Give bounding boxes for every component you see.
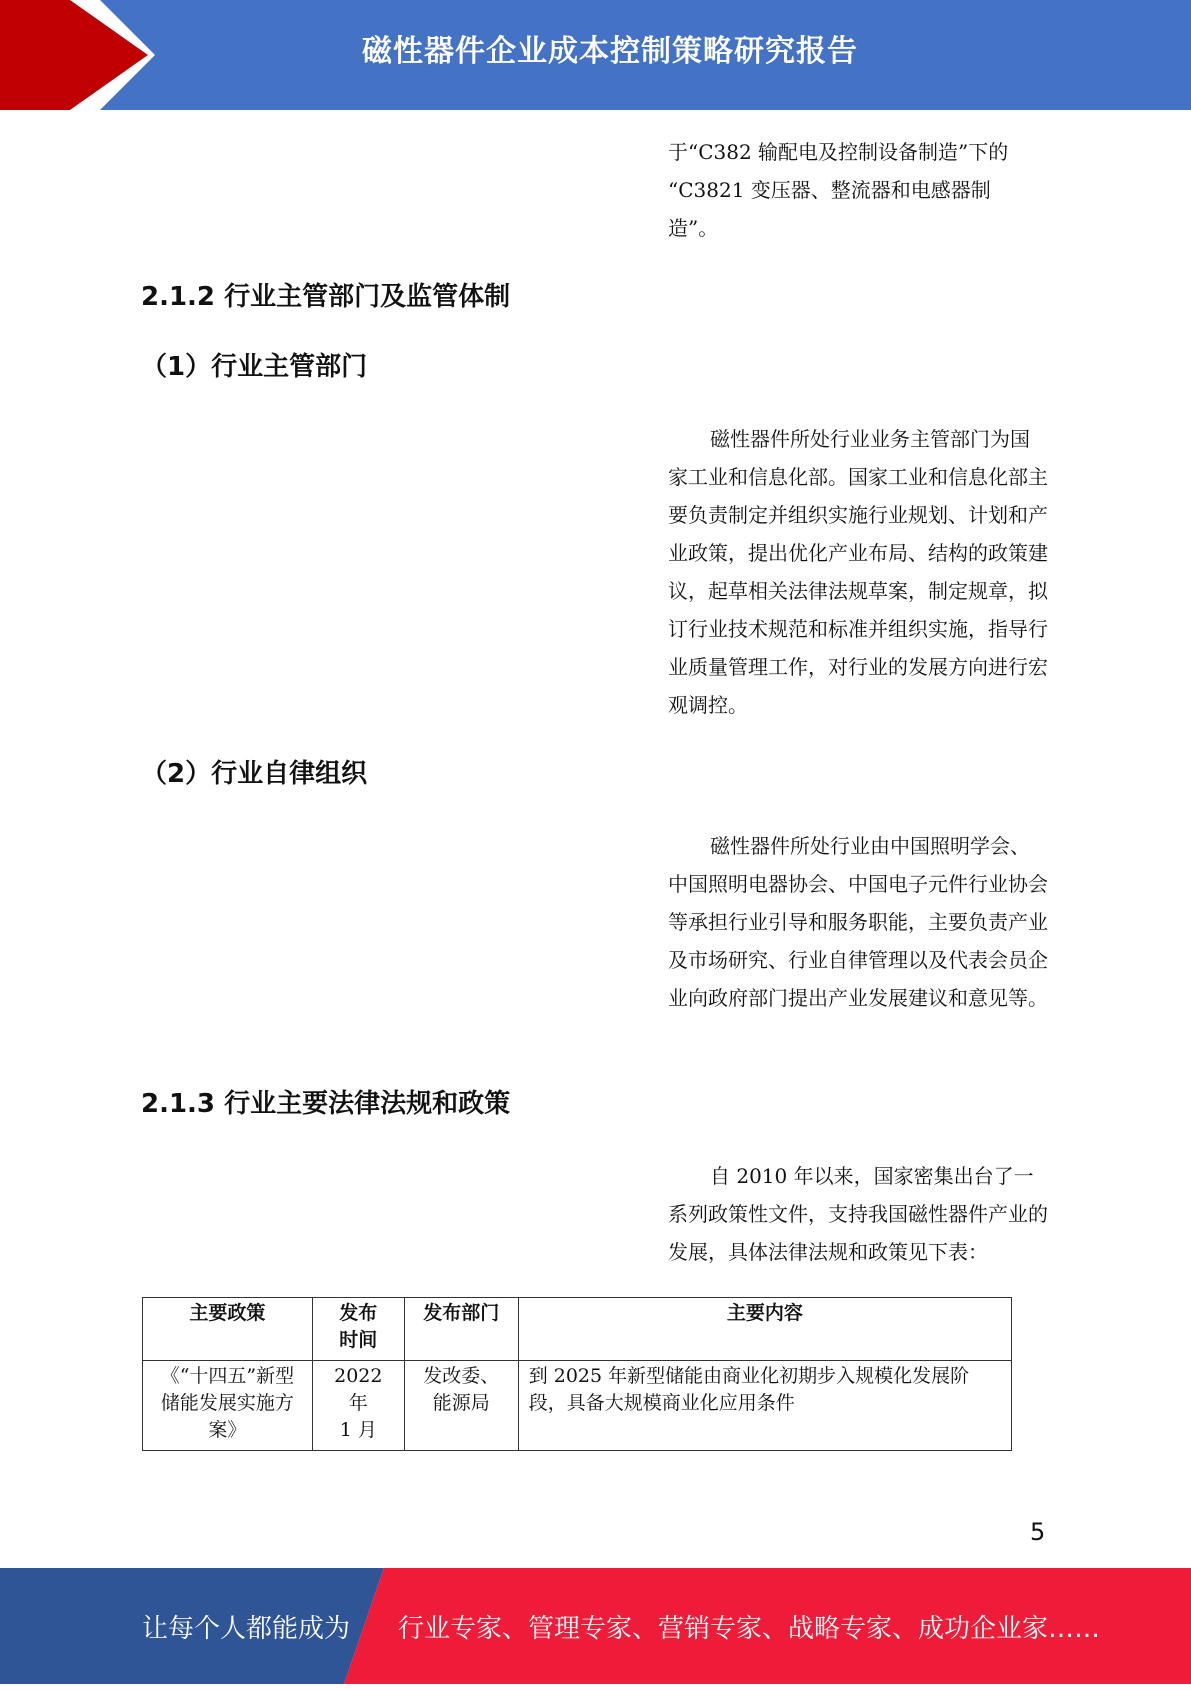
report-title: 磁性器件企业成本控制策略研究报告 xyxy=(362,34,858,69)
paragraph-policies-intro: 自 2010 年以来，国家密集出台了一系列政策性文件，支持我国磁性器件产业的发展，具体法律法规和政策见下表： xyxy=(668,1164,1048,1264)
header-policy: 主要政策 xyxy=(143,1298,313,1361)
paragraph-self-regulatory-org: 磁性器件所处行业由中国照明学会、中国照明电器协会、中国电子元件行业协会等承担行业引导和服务职能，主要负责产业及市场研究、行业自律管理以及代表会员企业向政府部门提出产业发展建议和意见等。 xyxy=(668,834,1048,1010)
section-heading-2-1-2: 2.1.2 行业主管部门及监管体制 xyxy=(141,282,511,312)
cell-release-date-line-1: 2022 年 xyxy=(334,1365,383,1414)
header-release-date-line-1: 发布 xyxy=(339,1302,378,1324)
header-department: 发布部门 xyxy=(404,1298,518,1361)
cell-content: 到 2025 年新型储能由商业化初期步入规模化发展阶段，具备大规模商业化应用条件 xyxy=(518,1361,1011,1451)
intro-line-2: “C3821 变压器、整流器和电感器制 xyxy=(668,178,991,202)
policy-table xyxy=(142,1297,1012,1451)
header-release-date-line-2: 时间 xyxy=(339,1329,378,1351)
subheading-industry-authority: （1）行业主管部门 xyxy=(141,352,368,382)
page-footer xyxy=(0,1568,1191,1684)
footer-slogan-right: 行业专家、管理专家、营销专家、战略专家、成功企业家…… xyxy=(398,1614,1101,1644)
cell-department: 发改委、能源局 xyxy=(404,1361,518,1451)
intro-line-3: 造”。 xyxy=(668,216,719,240)
paragraph-industry-authority: 磁性器件所处行业业务主管部门为国家工业和信息化部。国家工业和信息化部主要负责制定并组织实施行业规划、计划和产业政策，提出优化产业布局、结构的政策建议，起草相关法律法规草案，制定规章，拟订行业技术规范和标准并组织实施，指导行业质量管理工作，对行业的发展方向进行宏观调控。 xyxy=(668,427,1048,717)
header-content: 主要内容 xyxy=(518,1298,1011,1361)
table-row xyxy=(143,1361,1012,1451)
page-header xyxy=(0,0,1191,110)
table-header-row xyxy=(143,1298,1012,1361)
footer-slogan-left: 让每个人都能成为 xyxy=(142,1614,351,1644)
intro-line-1: 于“C382 输配电及控制设备制造”下的 xyxy=(668,140,1009,164)
subheading-self-regulatory-org: （2）行业自律组织 xyxy=(141,759,368,789)
page-number: 5 xyxy=(1030,1518,1046,1546)
cell-release-date-line-2: 1 月 xyxy=(339,1419,377,1441)
cell-policy: 《“十四五”新型储能发展实施方案》 xyxy=(143,1361,313,1451)
header-release-date xyxy=(312,1298,404,1361)
section-heading-2-1-3: 2.1.3 行业主要法律法规和政策 xyxy=(141,1089,511,1119)
intro-paragraph xyxy=(668,133,1048,247)
cell-release-date xyxy=(312,1361,404,1451)
